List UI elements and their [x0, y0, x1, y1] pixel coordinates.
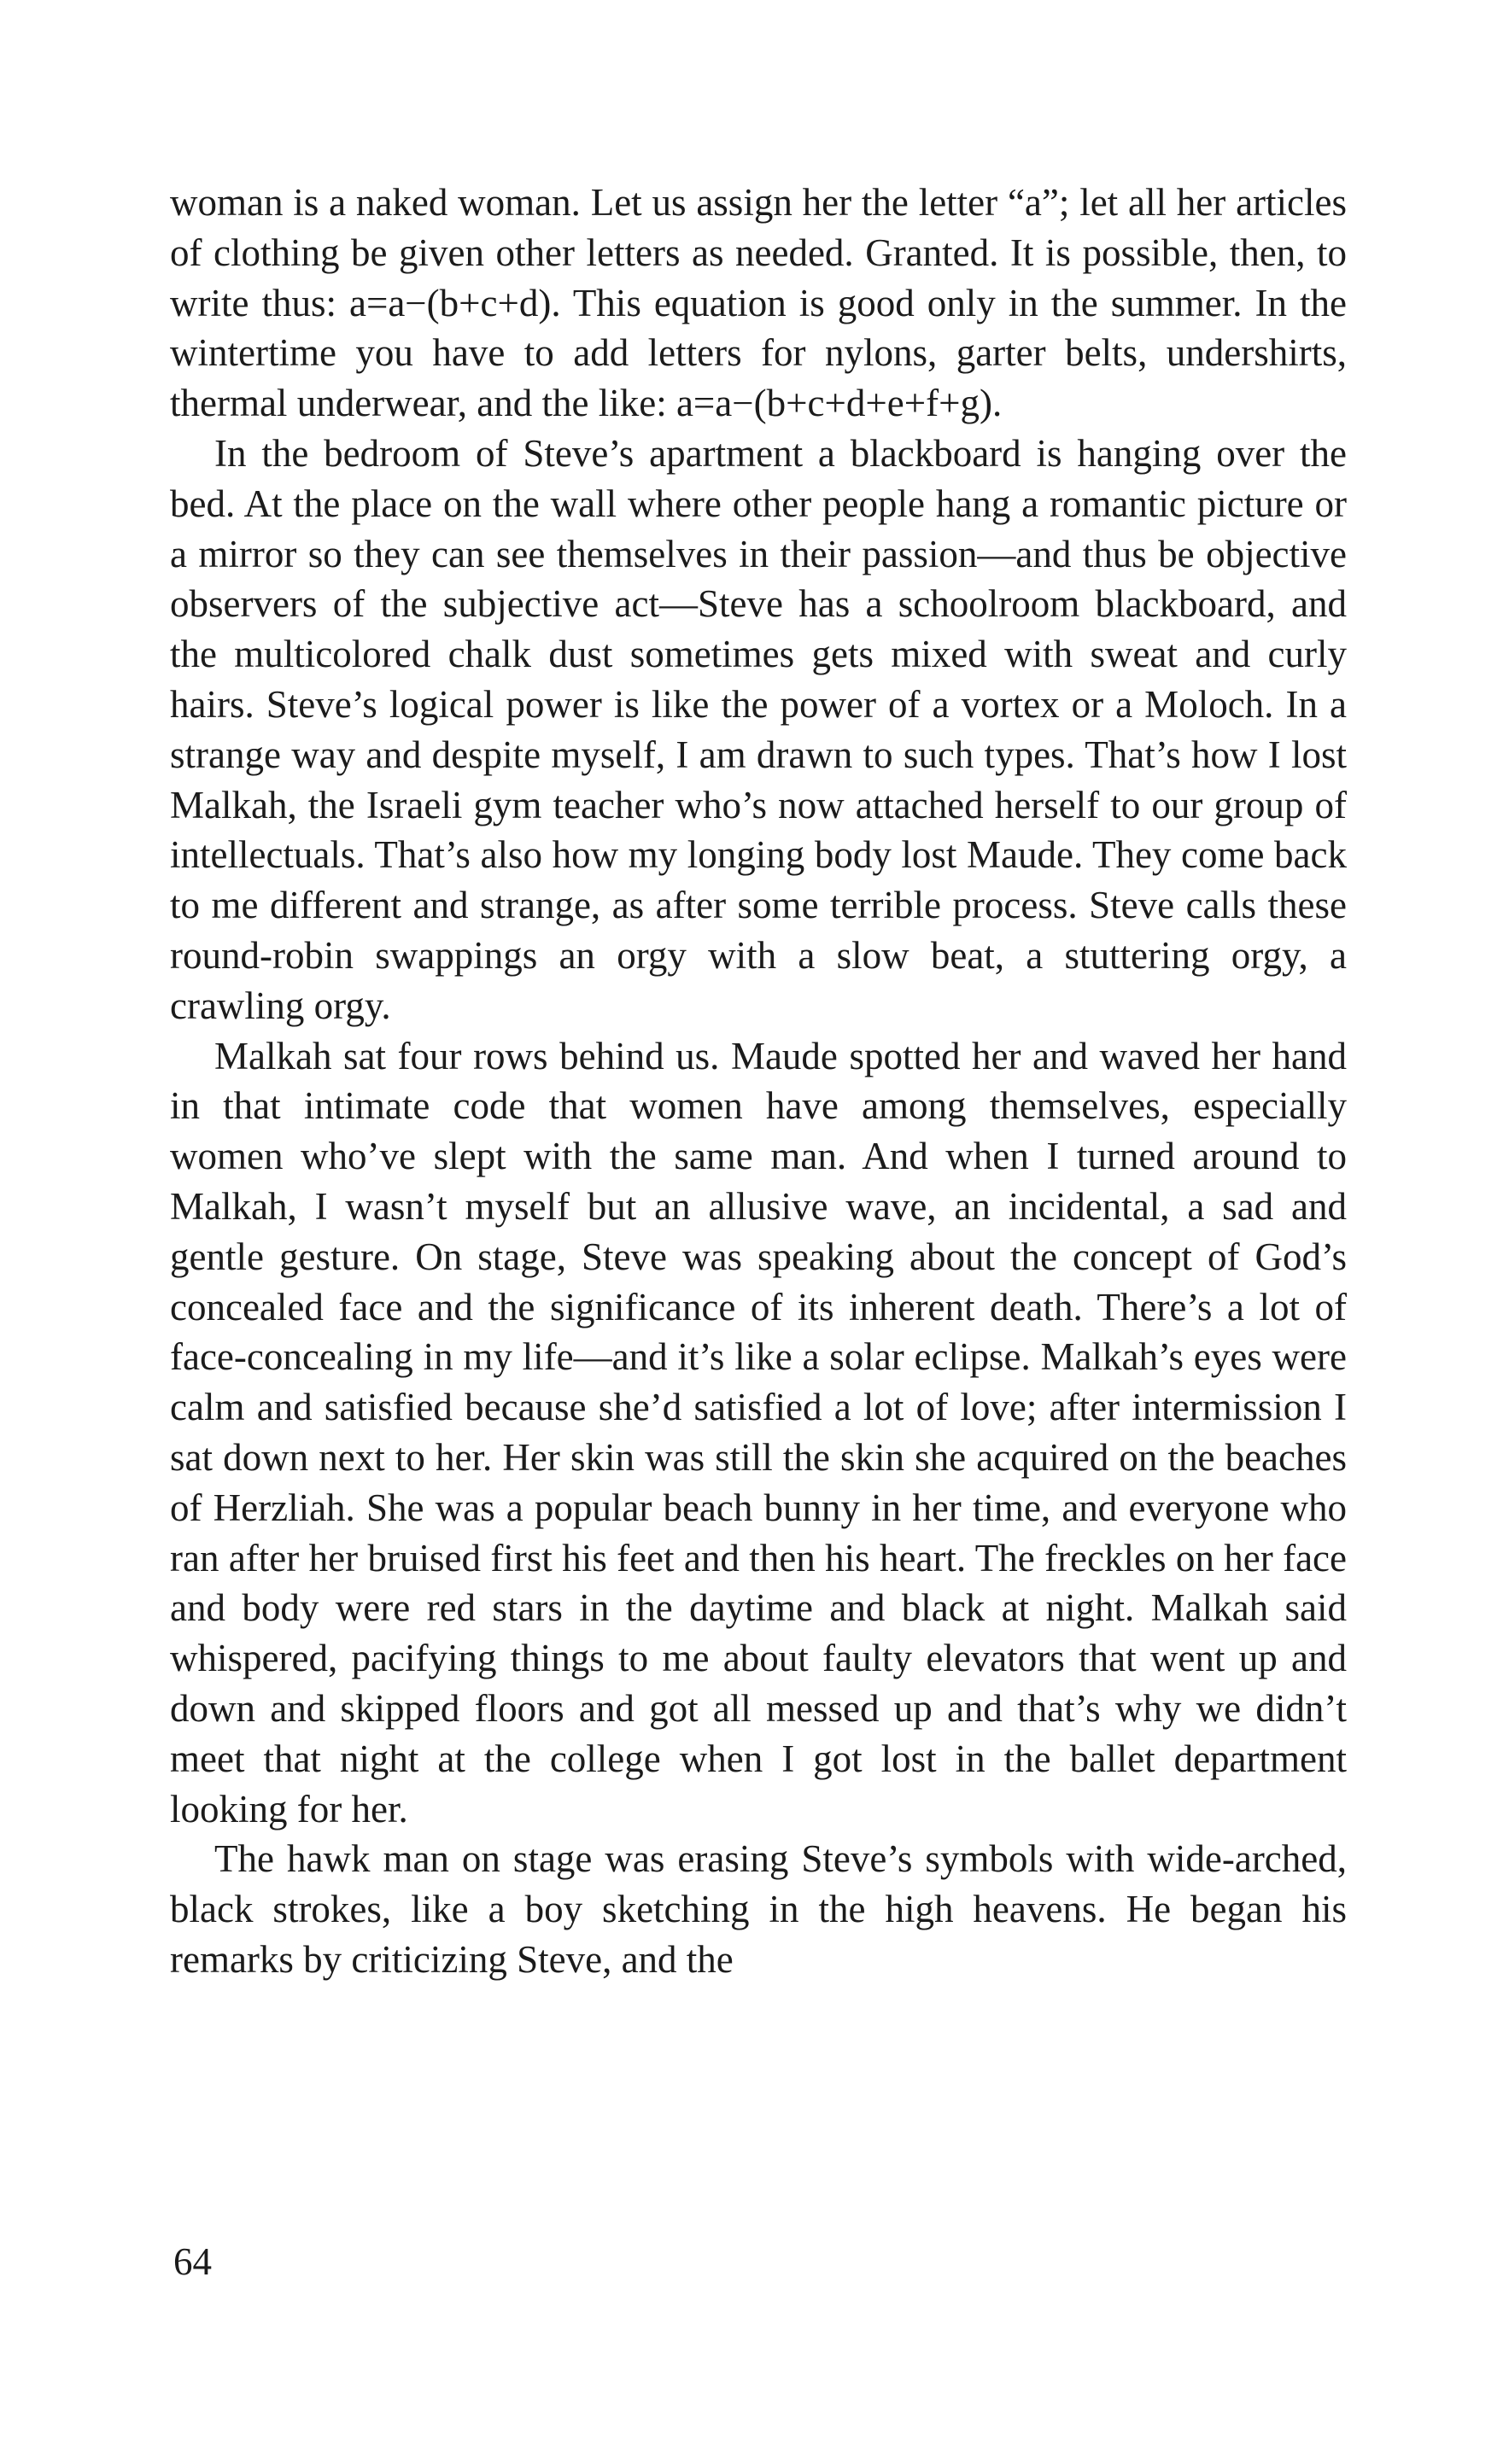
paragraph-4: The hawk man on stage was erasing Steve’s symbols with wide-arched, black strokes, like a boy sketching in the high heavens. He began his remarks by criticizing Steve, and the — [170, 1837, 1347, 1981]
page-number: 64 — [173, 2240, 212, 2283]
body-text — [170, 178, 1347, 1985]
paragraph-3: Malkah sat four rows behind us. Maude spotted her and waved her hand in that intimate code that women have among themselves, especially women who’ve slept with the same man. And when I turned around to Malkah, I wasn’t myself but an allusive wave, an incidental, a sad and gentle gesture. On stage, Steve was speaking about the concept of God’s concealed face and the significance of its inherent death. There’s a lot of face-concealing in my life—and it’s like a solar eclipse. Malkah’s eyes were calm and satisfied because she’d satisfied a lot of love; after intermission I sat down next to her. Her skin was still the skin she acquired on the beaches of Herzliah. She was a popular beach bunny in her time, and everyone who ran after her bruised first his feet and then his heart. The freckles on her face and body were red stars in the daytime and black at night. Malkah said whispered, pacifying things to me about faulty elevators that went up and down and skipped floors and got all messed up and that’s why we didn’t meet that night at the college when I got lost in the ballet department looking for her. — [170, 1034, 1347, 1830]
paragraph-1: woman is a naked woman. Let us assign her the letter “a”; let all her articles of clothing be given other letters as needed. Granted. It is possible, then, to write thus: a=a−(b+c+d). This equation is good only in the summer. In the wintertime you have to add letters for nylons, garter belts, undershirts, thermal underwear, and the like: a=a−(b+c+d+e+f+g). — [170, 181, 1347, 425]
paragraph-2: In the bedroom of Steve’s apartment a blackboard is hanging over the bed. At the place on the wall where other people hang a romantic picture or a mirror so they can see themselves in their passion—and thus be objective observers of the subjective act—Steve has a schoolroom blackboard, and the multicolored chalk dust sometimes gets mixed with sweat and curly hairs. Steve’s logical power is like the power of a vortex or a Moloch. In a strange way and despite myself, I am drawn to such types. That’s how I lost Malkah, the Israeli gym teacher who’s now attached herself to our group of intellectuals. That’s also how my longing body lost Maude. They come back to me different and strange, as after some terrible process. Steve calls these round-robin swappings an orgy with a slow beat, a stuttering orgy, a crawling orgy. — [170, 431, 1347, 1027]
